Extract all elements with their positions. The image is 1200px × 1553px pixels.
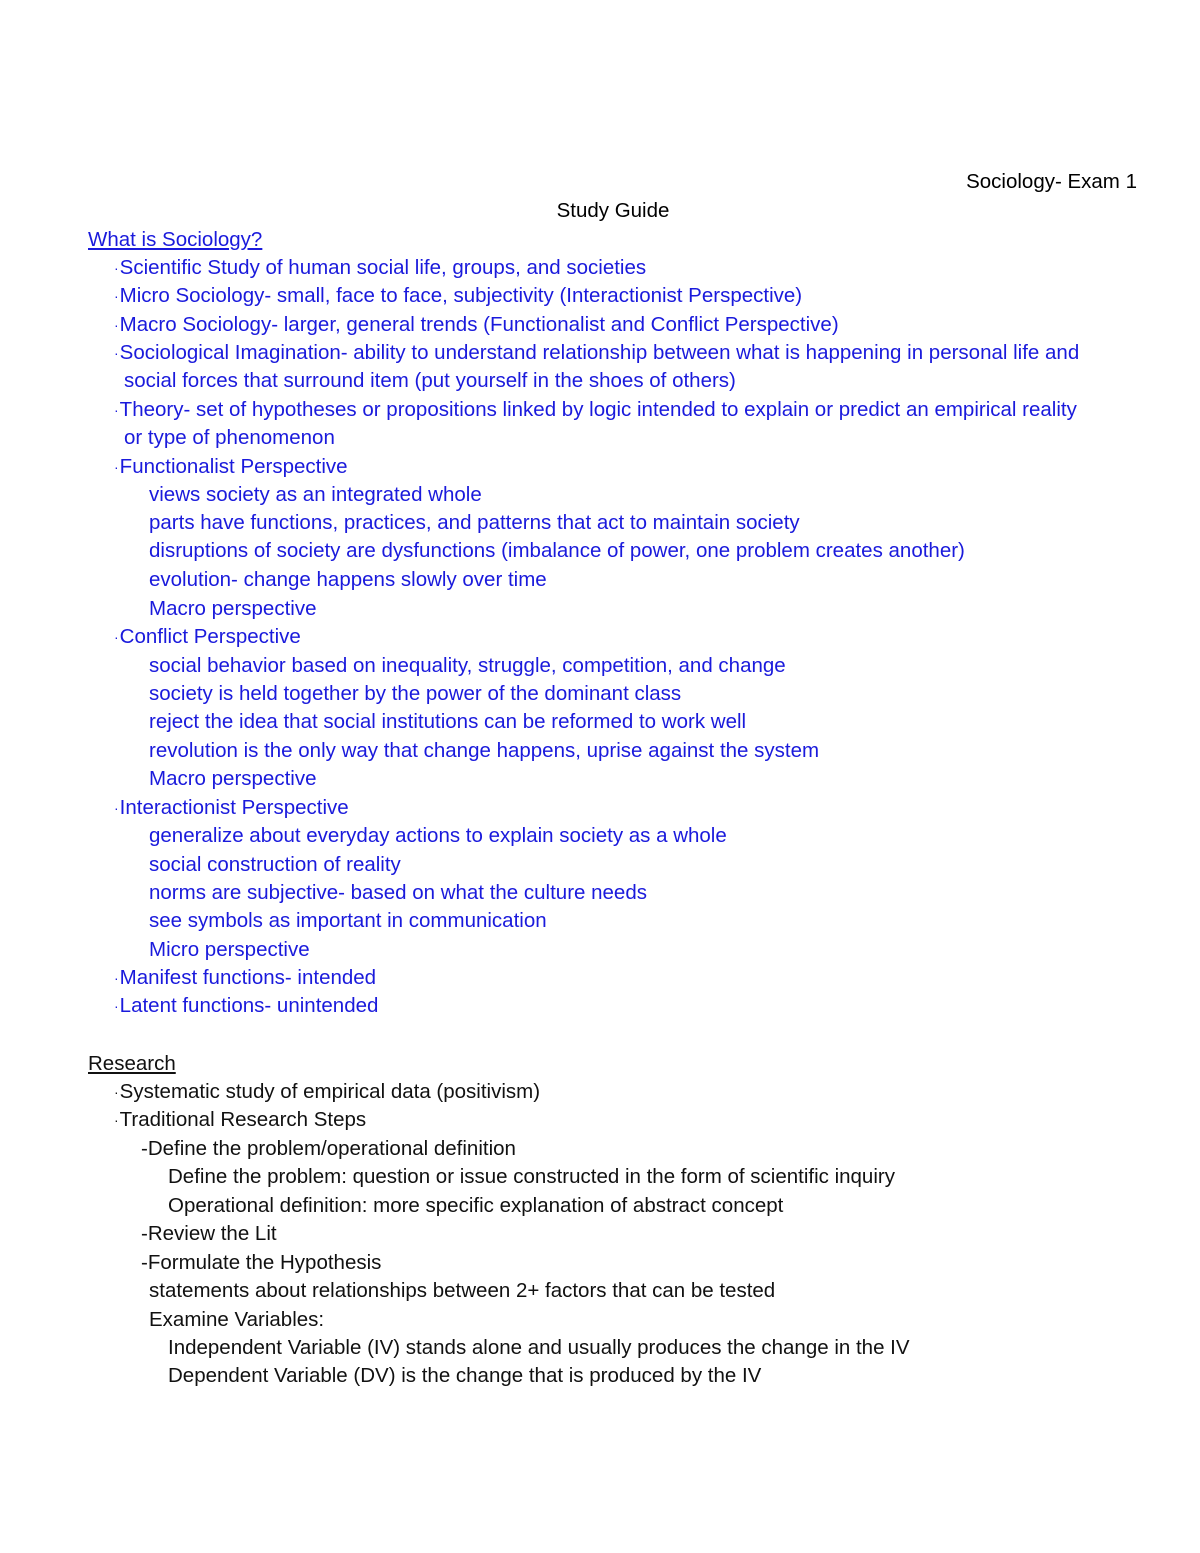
sub-item: see symbols as important in communication (149, 909, 547, 932)
sub-item: social behavior based on inequality, struggle, competition, and change (149, 654, 786, 677)
bullet-marker: · (114, 998, 119, 1014)
sub-item: Macro perspective (149, 767, 317, 790)
list-item: ·Sociological Imagination- ability to understand relationship between what is happening in personal life and (114, 341, 1080, 364)
bullet-marker: · (114, 345, 119, 361)
sub-item: reject the idea that social institutions can be reformed to work well (149, 710, 747, 733)
sub-item: Macro perspective (149, 597, 317, 620)
bullet-marker: · (114, 288, 119, 304)
sub-item: Micro perspective (149, 938, 310, 961)
page-subtitle: Study Guide (556, 199, 670, 222)
sub-item: society is held together by the power of the dominant class (149, 682, 682, 705)
research-step-detail: Define the problem: question or issue constructed in the form of scientific inquiry (168, 1165, 895, 1188)
sub-item: evolution- change happens slowly over time (149, 568, 547, 591)
list-item: ·Scientific Study of human social life, groups, and societies (114, 256, 647, 279)
list-item: ·Functionalist Perspective (114, 455, 348, 478)
sub-item: disruptions of society are dysfunctions (imbalance of power, one problem creates another) (149, 539, 965, 562)
course-title: Sociology- Exam 1 (966, 170, 1137, 193)
research-step: -Review the Lit (141, 1222, 277, 1245)
variable-definition: Independent Variable (IV) stands alone and usually produces the change in the IV (168, 1336, 910, 1359)
list-item: ·Macro Sociology- larger, general trends (Functionalist and Conflict Perspective) (114, 313, 839, 336)
sub-item: parts have functions, practices, and patterns that act to maintain society (149, 511, 800, 534)
sub-item: norms are subjective- based on what the culture needs (149, 881, 647, 904)
bullet-marker: · (114, 1084, 119, 1100)
variable-definition: Dependent Variable (DV) is the change that is produced by the IV (168, 1364, 762, 1387)
bullet-marker: · (114, 260, 119, 276)
sub-item: social construction of reality (149, 853, 401, 876)
section-heading-what-is-sociology: What is Sociology? (88, 228, 263, 251)
list-item: ·Traditional Research Steps (114, 1108, 367, 1131)
bullet-marker: · (114, 459, 119, 475)
list-item: ·Systematic study of empirical data (positivism) (114, 1080, 541, 1103)
research-step: -Define the problem/operational definition (141, 1137, 516, 1160)
sub-item: generalize about everyday actions to explain society as a whole (149, 824, 727, 847)
list-item: ·Manifest functions- intended (114, 966, 377, 989)
research-step-detail: Operational definition: more specific explanation of abstract concept (168, 1194, 784, 1217)
research-step-detail: statements about relationships between 2+ factors that can be tested (149, 1279, 776, 1302)
bullet-marker: · (114, 800, 119, 816)
list-item-continuation: or type of phenomenon (124, 426, 335, 449)
bullet-marker: · (114, 629, 119, 645)
research-step-detail: Examine Variables: (149, 1308, 325, 1331)
bullet-marker: · (114, 970, 119, 986)
list-item: ·Micro Sociology- small, face to face, subjectivity (Interactionist Perspective) (114, 284, 803, 307)
list-item: ·Latent functions- unintended (114, 994, 379, 1017)
bullet-marker: · (114, 317, 119, 333)
bullet-marker: · (114, 402, 119, 418)
list-item-continuation: social forces that surround item (put yourself in the shoes of others) (124, 369, 736, 392)
bullet-marker: · (114, 1112, 119, 1128)
list-item: ·Theory- set of hypotheses or propositions linked by logic intended to explain or predict an empirical reality (114, 398, 1077, 421)
sub-item: revolution is the only way that change happens, uprise against the system (149, 739, 820, 762)
section-heading-research: Research (88, 1052, 176, 1075)
list-item: ·Interactionist Perspective (114, 796, 349, 819)
research-step: -Formulate the Hypothesis (141, 1251, 382, 1274)
list-item: ·Conflict Perspective (114, 625, 301, 648)
sub-item: views society as an integrated whole (149, 483, 482, 506)
